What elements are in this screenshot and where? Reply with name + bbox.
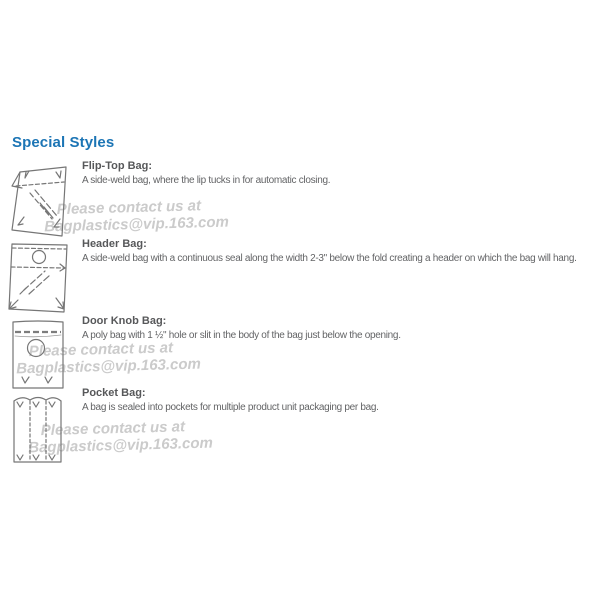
door-knob-bag-diagram (8, 319, 68, 391)
style-description: A poly bag with 1 ½" hole or slit in the body of the bag just below the opening. (82, 330, 401, 341)
page-title: Special Styles (12, 134, 115, 151)
style-description: A side-weld bag with a continuous seal along the width 2-3" below the fold creating a header on which the bag will hang. (82, 253, 577, 264)
style-entry-pocket (82, 387, 379, 413)
flip-top-bag-diagram (9, 163, 71, 241)
style-name: Pocket Bag: (82, 387, 146, 399)
style-entry-flip-top (82, 160, 330, 186)
style-name: Flip-Top Bag: (82, 160, 153, 172)
watermark-line2: Bagplastics@vip.163.com (16, 355, 202, 378)
watermark-line1: Please contact us at (40, 418, 186, 440)
style-name: Header Bag: (82, 238, 147, 250)
watermark-line2: Bagplastics@vip.163.com (44, 213, 230, 236)
header-bag-diagram (8, 241, 70, 316)
watermark-line1: Please contact us at (56, 197, 202, 219)
style-description: A side-weld bag, where the lip tucks in for automatic closing. (82, 175, 331, 186)
pocket-bag-diagram (10, 391, 66, 465)
style-description: A bag is sealed into pockets for multiple product unit packaging per bag. (82, 402, 379, 413)
style-name: Door Knob Bag: (82, 315, 167, 327)
watermark-line2: Bagplastics@vip.163.com (28, 434, 214, 457)
style-entry-door-knob (82, 315, 401, 341)
watermark (44, 197, 230, 236)
style-entry-header (82, 238, 577, 264)
watermark-line1: Please contact us at (28, 339, 174, 361)
